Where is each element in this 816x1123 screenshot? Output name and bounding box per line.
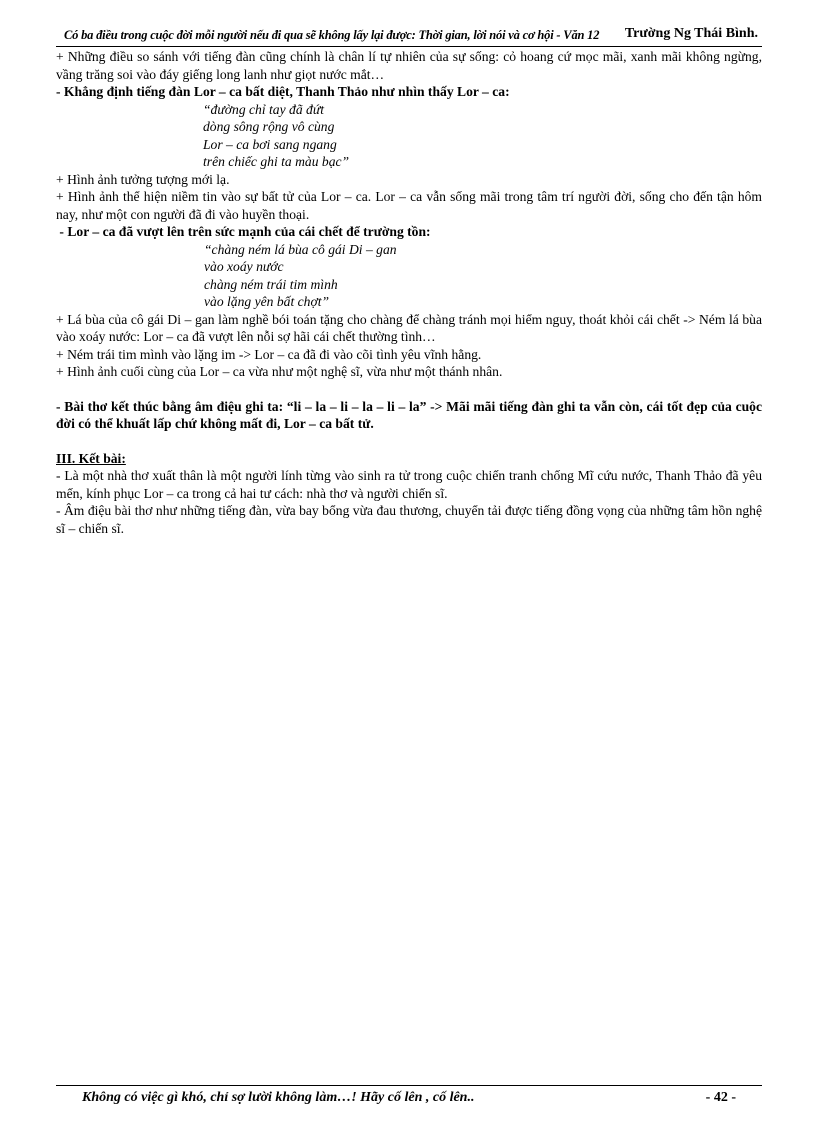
spacer (56, 381, 762, 398)
poem-line: vào xoáy nước (204, 259, 284, 274)
paragraph: + Hình ảnh tưởng tượng mới lạ. (56, 171, 230, 187)
poem-line: Lor – ca bơi sang ngang (203, 136, 337, 152)
paragraph: + Những điều so sánh với tiếng đàn cũng chính là chân lí tự nhiên của sự sống: cỏ hoang cứ mọc mãi, xanh mãi không ngừng, vầng trăng soi vào đáy giếng long lanh như giọt nước mắt… (56, 49, 762, 82)
section-point: - Bài thơ kết thúc bằng âm điệu ghi ta: “li – la – li – la – li – la” -> Mãi mãi tiếng đàn ghi ta vẫn còn, cái tốt đẹp của cuộc đời có thể khuất lấp chứ không mất đi, Lor – ca bất tử. (56, 398, 762, 431)
poem-line: “đường chỉ tay đã đứt (203, 101, 325, 117)
poem-line: “chàng ném lá bùa cô gái Di – gan (204, 241, 397, 257)
section-point: - Khẳng định tiếng đàn Lor – ca bất diệt, Thanh Thảo như nhìn thấy Lor – ca: (56, 84, 510, 99)
poem-excerpt (56, 241, 762, 311)
paragraph: - Là một nhà thơ xuất thân là một người lính từng vào sinh ra tử trong cuộc chiến tranh chống Mĩ cứu nước, Thanh Thảo đã yêu mến, kính phục Lor – ca trong cả hai tư cách: nhà thơ và người chiến sĩ. (56, 468, 762, 501)
spacer (56, 433, 762, 450)
page-header (56, 26, 762, 47)
section-heading: III. Kết bài: (56, 450, 126, 466)
page-footer (56, 1085, 762, 1105)
section-point: - Lor – ca đã vượt lên trên sức mạnh của cái chết để trường tồn: (56, 224, 431, 239)
header-title: Có ba điều trong cuộc đời mỗi người nếu đi qua sẽ không lấy lại được: Thời gian, lời nói và cơ hội - Văn 12 (64, 28, 600, 42)
paragraph: + Ném trái tim mình vào lặng im -> Lor – ca đã đi vào cõi tình yêu vĩnh hằng. (56, 346, 482, 362)
page-number: - 42 - (705, 1090, 736, 1105)
paragraph: + Lá bùa của cô gái Di – gan làm nghề bói toán tặng cho chàng để chàng tránh mọi hiểm nguy, thoát khỏi cái chết -> Ném lá bùa vào xoáy nước: Lor – ca đã vượt lên nỗi sợ hãi cái chết thường tình… (56, 311, 762, 344)
poem-line: trên chiếc ghi ta màu bạc” (203, 154, 350, 169)
poem-line: dòng sông rộng vô cùng (203, 119, 335, 134)
paragraph: + Hình ảnh thể hiện niềm tin vào sự bất tử của Lor – ca. Lor – ca vẫn sống mãi trong tâm trí người đời, sống cho đến tận hôm nay, như một con người đã đi vào huyền thoại. (56, 189, 762, 222)
poem-line: chàng ném trái tim mình (204, 276, 338, 292)
footer-motto: Không có việc gì khó, chỉ sợ lười không làm…! Hãy cố lên , cố lên.. (82, 1090, 475, 1105)
document-body (56, 48, 762, 537)
paragraph: - Âm điệu bài thơ như những tiếng đàn, vừa bay bổng vừa đau thương, chuyển tải được tiếng đồng vọng của những tâm hồn nghệ sĩ – chiến sĩ. (56, 503, 762, 536)
paragraph: + Hình ảnh cuối cùng của Lor – ca vừa như một nghệ sĩ, vừa như một thánh nhân. (56, 364, 503, 379)
poem-excerpt (56, 101, 762, 171)
header-author: Trường Ng Thái Bình. (624, 26, 758, 41)
poem-line: vào lặng yên bất chợt” (204, 294, 330, 309)
